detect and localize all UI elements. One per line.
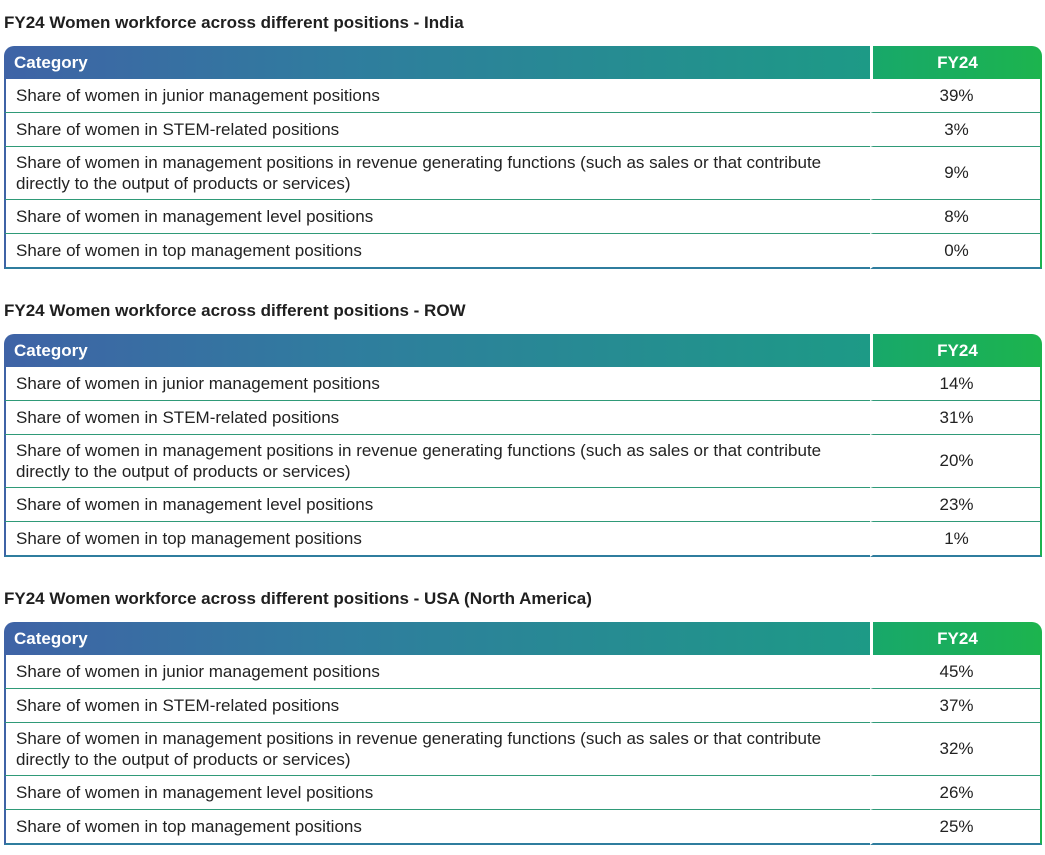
category-cell: Share of women in management level positions (4, 776, 870, 810)
value-cell: 23% (870, 488, 1042, 522)
value-cell: 26% (870, 776, 1042, 810)
table-row (4, 367, 1042, 401)
category-cell: Share of women in management positions in revenue generating functions (such as sales or that contribute directly to the output of products or services) (4, 147, 870, 200)
table-row (4, 776, 1042, 810)
fy24-column-header: FY24 (870, 46, 1042, 79)
category-column-header: Category (4, 334, 870, 367)
table-row (4, 723, 1042, 776)
category-column-header: Category (4, 622, 870, 655)
section-title: FY24 Women workforce across different positions - USA (North America) (4, 589, 592, 608)
category-cell: Share of women in STEM-related positions (4, 113, 870, 147)
table-row (4, 200, 1042, 234)
category-cell: Share of women in top management positions (4, 810, 870, 845)
table-row (4, 488, 1042, 522)
table-row (4, 113, 1042, 147)
fy24-column-header: FY24 (870, 334, 1042, 367)
section-title: FY24 Women workforce across different positions - India (4, 13, 464, 32)
category-cell: Share of women in management level positions (4, 488, 870, 522)
table-row (4, 401, 1042, 435)
women-workforce-table-row (4, 334, 1042, 557)
women-workforce-table-india (4, 46, 1042, 269)
category-cell: Share of women in STEM-related positions (4, 689, 870, 723)
table-row (4, 435, 1042, 488)
category-cell: Share of women in top management positions (4, 522, 870, 557)
table-row (4, 79, 1042, 113)
fy24-column-header: FY24 (870, 622, 1042, 655)
category-cell: Share of women in top management positions (4, 234, 870, 269)
table-row (4, 147, 1042, 200)
value-cell: 8% (870, 200, 1042, 234)
value-cell: 3% (870, 113, 1042, 147)
value-cell: 0% (870, 234, 1042, 269)
value-cell: 39% (870, 79, 1042, 113)
women-workforce-table-usa (4, 622, 1042, 845)
value-cell: 1% (870, 522, 1042, 557)
category-cell: Share of women in junior management positions (4, 655, 870, 689)
value-cell: 32% (870, 723, 1042, 776)
table-row (4, 234, 1042, 269)
value-cell: 31% (870, 401, 1042, 435)
table-row (4, 689, 1042, 723)
table-row (4, 522, 1042, 557)
value-cell: 20% (870, 435, 1042, 488)
category-cell: Share of women in junior management positions (4, 79, 870, 113)
category-column-header: Category (4, 46, 870, 79)
table-row (4, 810, 1042, 845)
value-cell: 25% (870, 810, 1042, 845)
category-cell: Share of women in junior management positions (4, 367, 870, 401)
category-cell: Share of women in management positions in revenue generating functions (such as sales or that contribute directly to the output of products or services) (4, 435, 870, 488)
table-row (4, 655, 1042, 689)
category-cell: Share of women in STEM-related positions (4, 401, 870, 435)
category-cell: Share of women in management positions in revenue generating functions (such as sales or that contribute directly to the output of products or services) (4, 723, 870, 776)
value-cell: 37% (870, 689, 1042, 723)
value-cell: 9% (870, 147, 1042, 200)
section-title: FY24 Women workforce across different positions - ROW (4, 301, 466, 320)
value-cell: 45% (870, 655, 1042, 689)
category-cell: Share of women in management level positions (4, 200, 870, 234)
value-cell: 14% (870, 367, 1042, 401)
